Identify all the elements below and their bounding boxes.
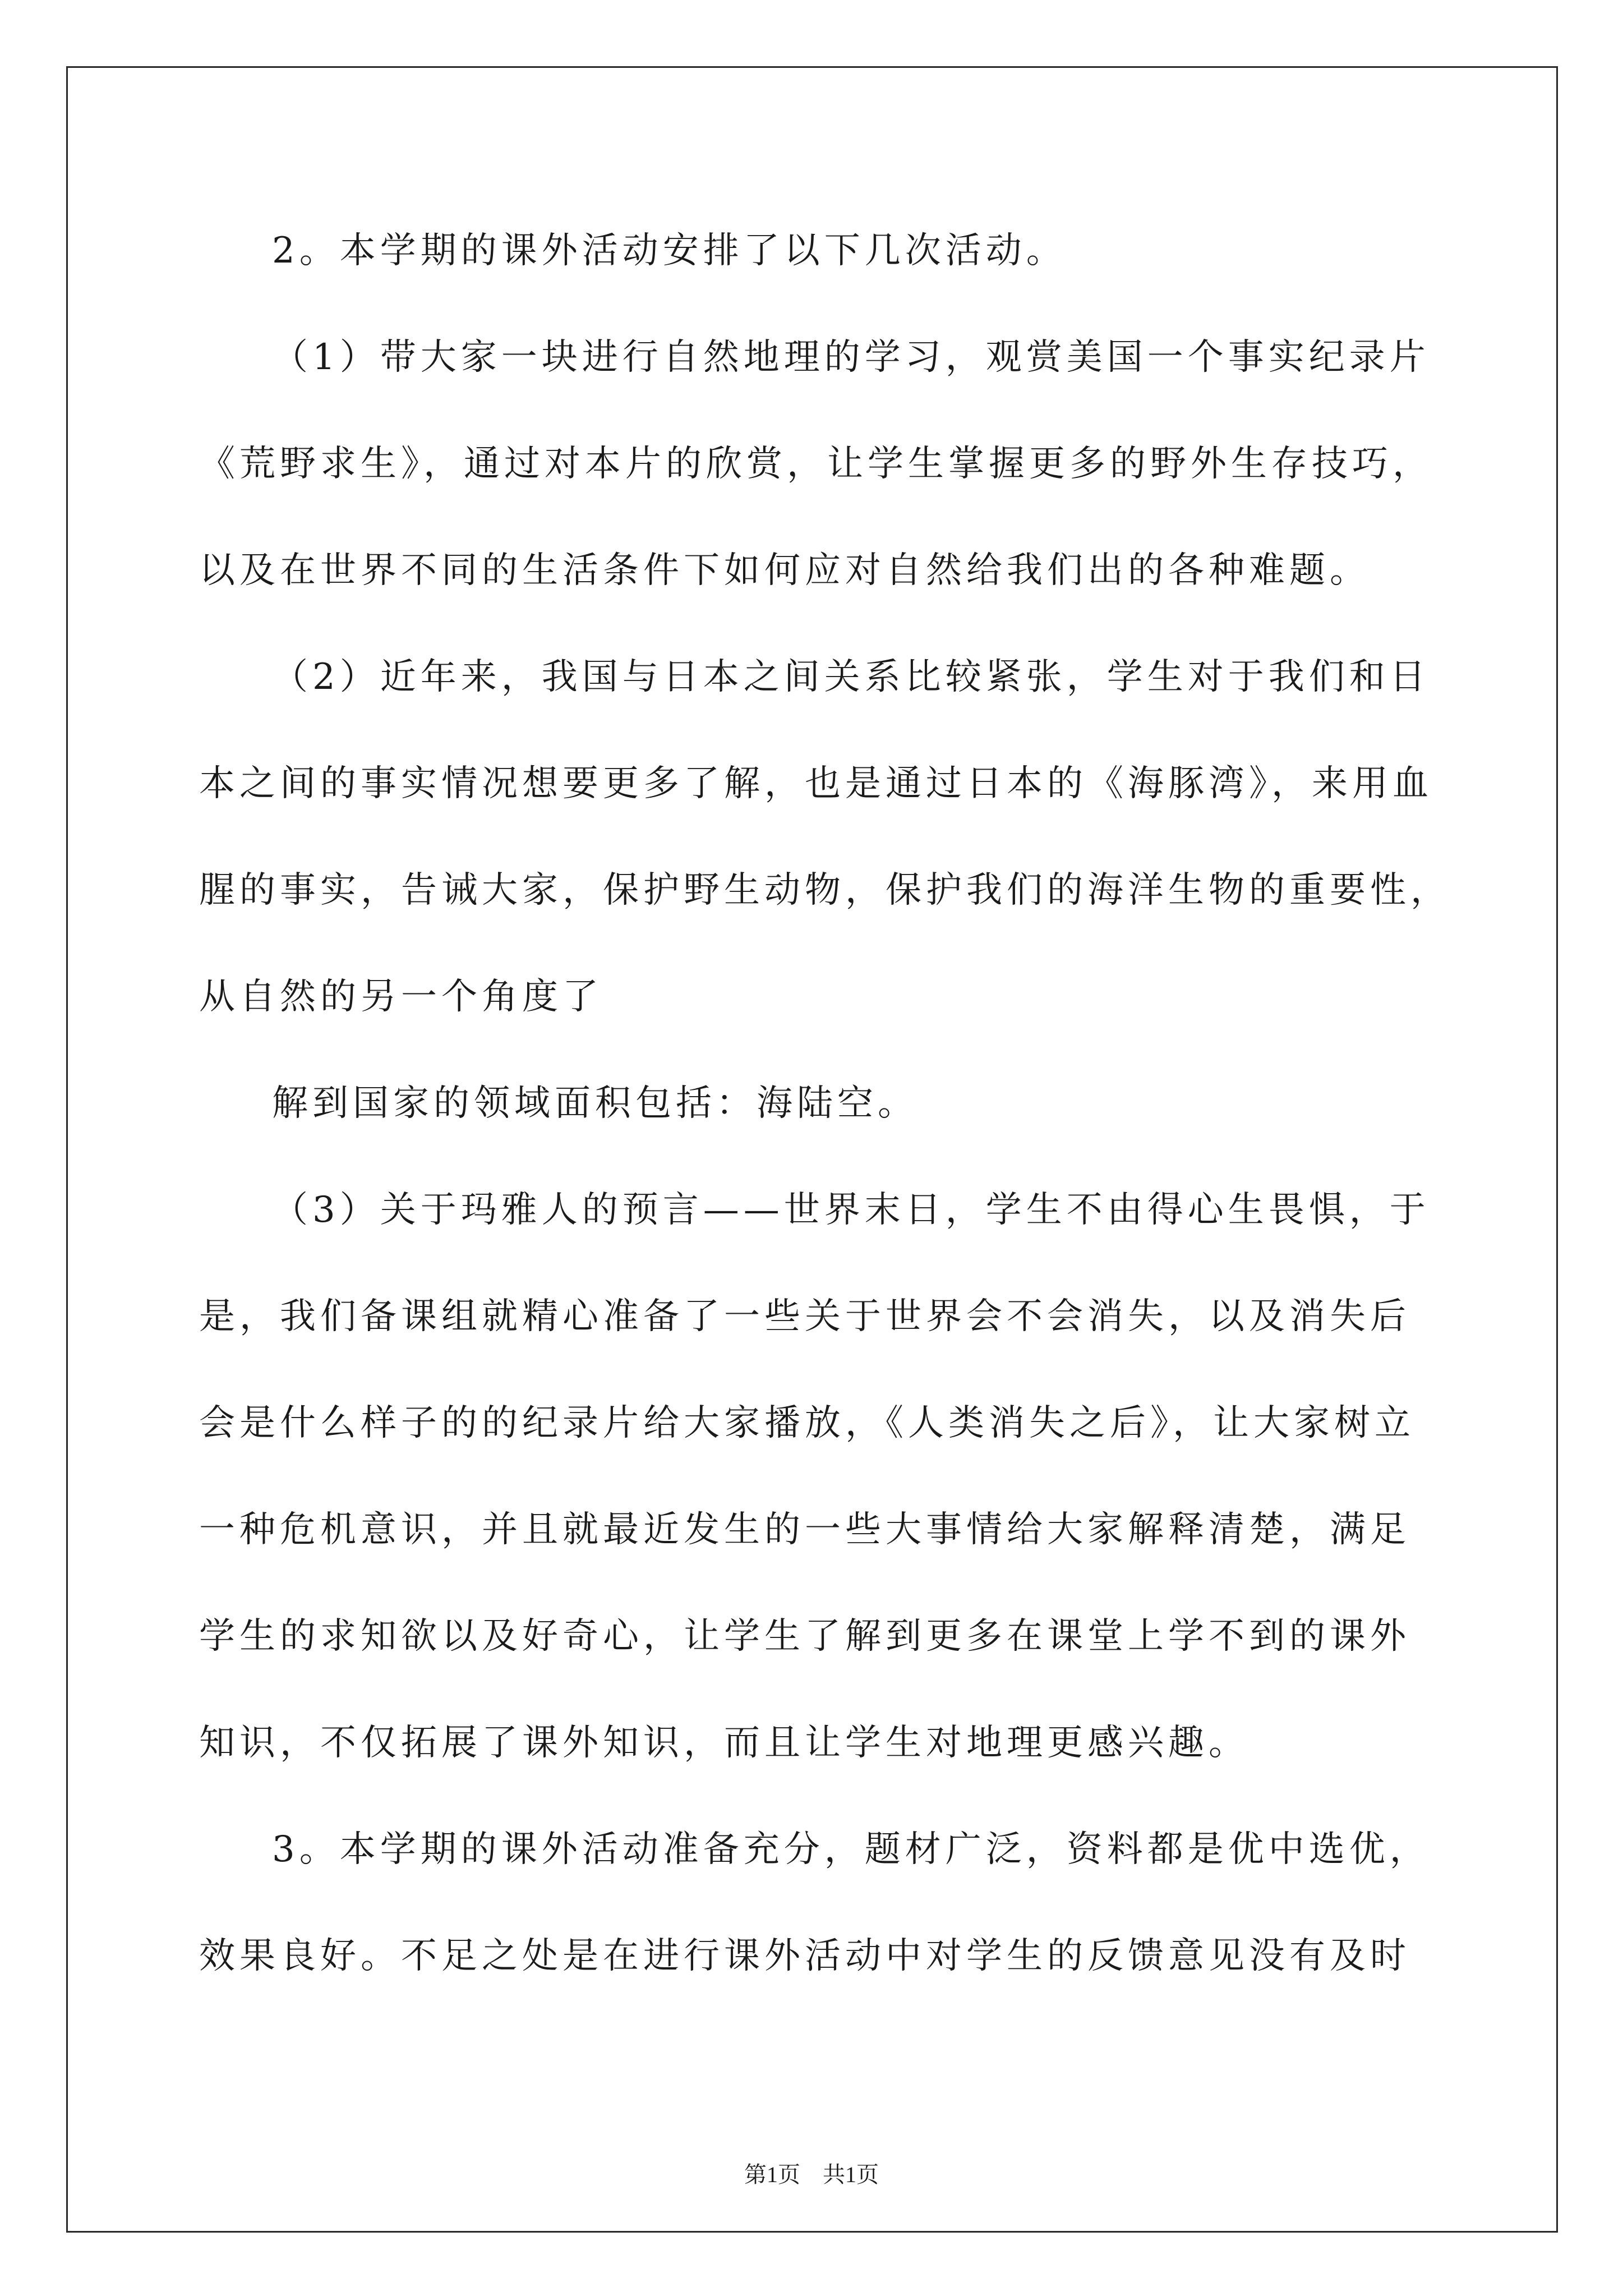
paragraph-2-line: 2。本学期的课外活动安排了以下几次活动。 [272, 230, 1067, 272]
item-3-line: 是，我们备课组就精心准备了一些关于世界会不会消失，以及消失后 [199, 1296, 1410, 1337]
item-3-line: 会是什么样子的的纪录片给大家播放，《人类消失之后》，让大家树立 [199, 1402, 1415, 1444]
item-1-line: 以及在世界不同的生活条件下如何应对自然给我们出的各种难题。 [199, 550, 1370, 591]
paragraph-3-line: 效果良好。不足之处是在进行课外活动中对学生的反馈意见没有及时 [199, 1935, 1410, 1977]
item-3-line: 一种危机意识，并且就最近发生的一些大事情给大家解释清楚，满足 [199, 1509, 1410, 1550]
item-1-line: 《荒野求生》，通过对本片的欣赏，让学生掌握更多的野外生存技巧， [199, 443, 1433, 485]
paragraph-3-line: 3。本学期的课外活动准备充分，题材广泛，资料都是优中选优， [272, 1829, 1430, 1870]
page-number-footer: 第1页 共1页 [744, 2162, 879, 2187]
document-body [199, 220, 1453, 2032]
item-2-line: （2）近年来，我国与日本之间关系比较紧张，学生对于我们和日 [272, 656, 1430, 698]
item-2-line: 腥的事实，告诫大家，保护野生动物，保护我们的海洋生物的重要性， [199, 869, 1451, 911]
item-3-line: 学生的求知欲以及好奇心，让学生了解到更多在课堂上学不到的课外 [199, 1616, 1410, 1657]
item-2-line: 解到国家的领域面积包括：海陆空。 [272, 1083, 918, 1124]
item-3-line: 知识，不仅拓展了课外知识，而且让学生对地理更感兴趣。 [199, 1722, 1249, 1764]
item-1-line: （1）带大家一块进行自然地理的学习，观赏美国一个事实纪录片 [272, 337, 1430, 378]
item-2-line: 从自然的另一个角度了 [199, 976, 603, 1018]
item-3-line: （3）关于玛雅人的预言——世界末日，学生不由得心生畏惧，于 [272, 1189, 1430, 1231]
item-2-line: 本之间的事实情况想要更多了解，也是通过日本的《海豚湾》，来用血 [199, 763, 1433, 804]
